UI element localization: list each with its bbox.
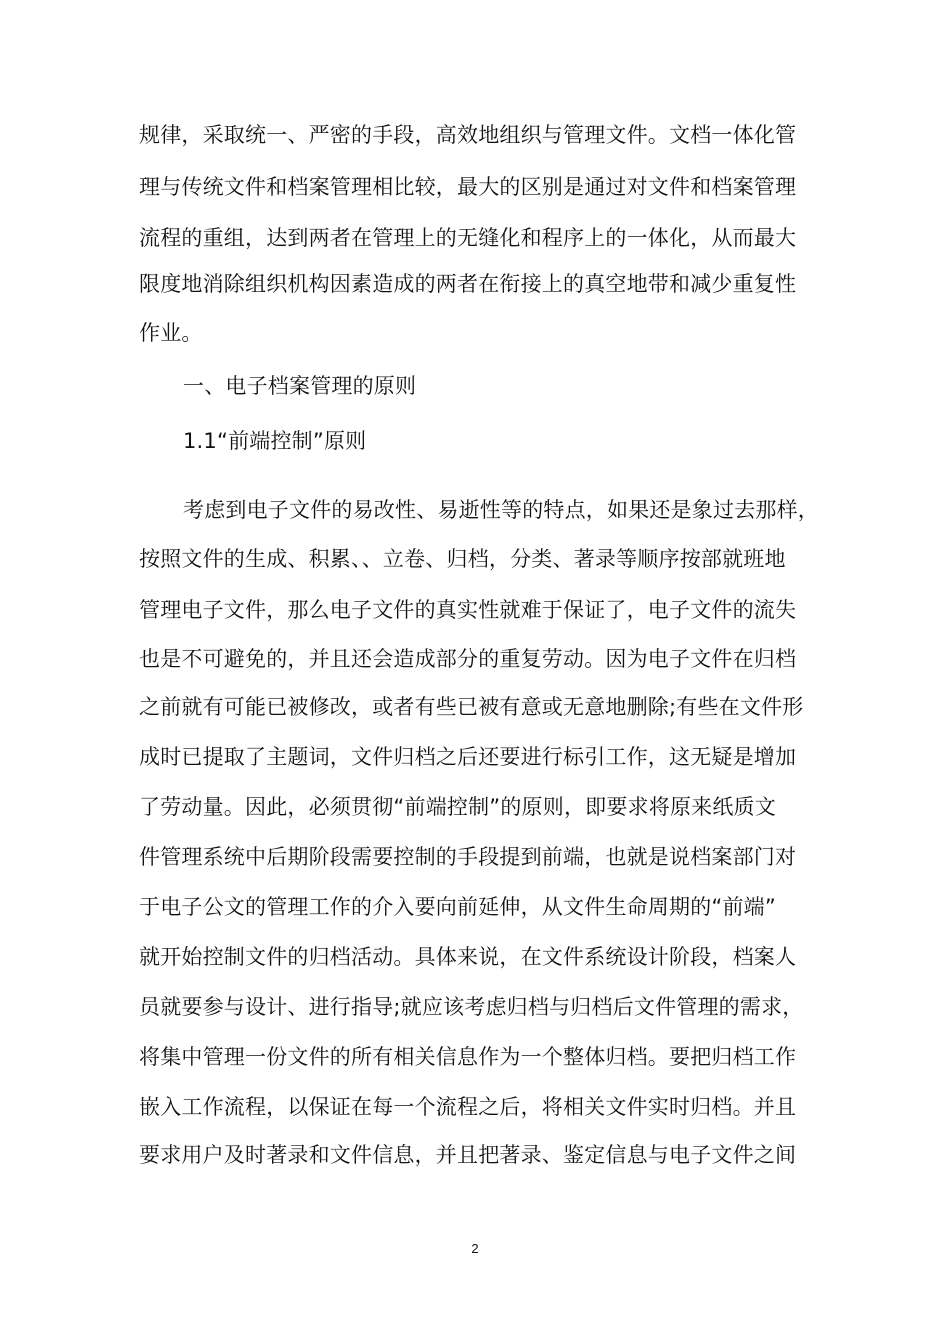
- text-line: 也是不可避免的，并且还会造成部分的重复劳动。因为电子文件在归档: [139, 647, 797, 671]
- section-heading: 一、电子档案管理的原则: [183, 374, 417, 398]
- text-line: 成时已提取了主题词，文件归档之后还要进行标引工作，这无疑是增加: [139, 745, 797, 769]
- text-line: 作业。: [139, 321, 203, 345]
- text-line: 将集中管理一份文件的所有相关信息作为一个整体归档。要把归档工作: [139, 1045, 797, 1069]
- text-line: 理与传统文件和档案管理相比较，最大的区别是通过对文件和档案管理: [139, 175, 797, 199]
- text-line: 员就要参与设计、进行指导;就应该考虑归档与归档后文件管理的需求，: [139, 995, 804, 1019]
- text-line: 就开始控制文件的归档活动。具体来说，在文件系统设计阶段，档案人: [139, 945, 797, 969]
- text-line: 了劳动量。因此，必须贯彻“前端控制”的原则，即要求将原来纸质文: [139, 795, 776, 819]
- page-number: 2: [471, 1241, 479, 1256]
- text-line: 按照文件的生成、积累、、立卷、归档，分类、著录等顺序按部就班地: [139, 547, 786, 571]
- text-line: 嵌入工作流程，以保证在每一个流程之后，将相关文件实时归档。并且: [139, 1095, 797, 1119]
- text-line: 考虑到电子文件的易改性、易逝性等的特点，如果还是象过去那样，: [183, 498, 819, 522]
- text-line: 于电子公文的管理工作的介入要向前延伸，从文件生命周期的“前端”: [139, 895, 776, 919]
- text-line: 之前就有可能已被修改，或者有些已被有意或无意地删除;有些在文件形: [139, 695, 804, 719]
- text-line: 件管理系统中后期阶段需要控制的手段提到前端，也就是说档案部门对: [139, 845, 797, 869]
- subsection-heading: 1.1“前端控制”原则: [183, 429, 367, 453]
- text-line: 规律，采取统一、严密的手段，高效地组织与管理文件。文档一体化管: [139, 123, 797, 147]
- text-line: 流程的重组，达到两者在管理上的无缝化和程序上的一体化，从而最大: [139, 226, 797, 250]
- text-line: 要求用户及时著录和文件信息，并且把著录、鉴定信息与电子文件之间: [139, 1143, 797, 1167]
- text-line: 限度地消除组织机构因素造成的两者在衔接上的真空地带和减少重复性: [139, 272, 797, 296]
- text-line: 管理电子文件，那么电子文件的真实性就难于保证了，电子文件的流失: [139, 598, 797, 622]
